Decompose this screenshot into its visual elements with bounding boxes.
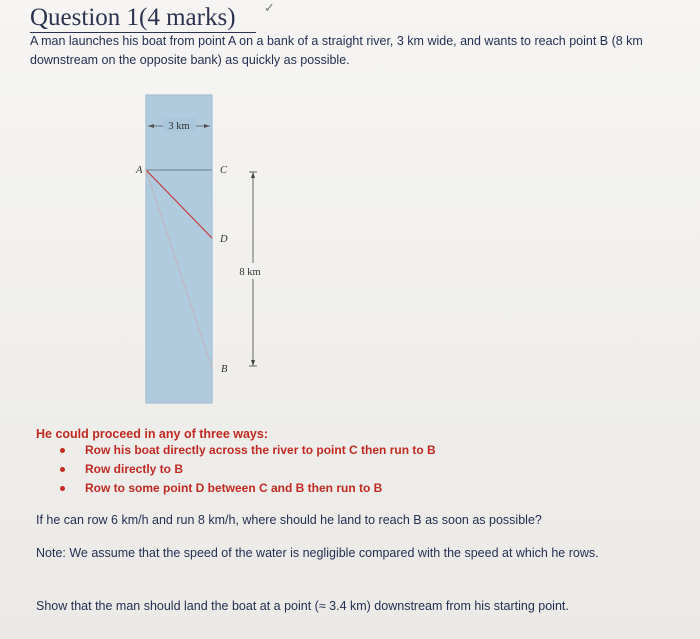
length-arrow-bottom: [251, 360, 255, 366]
point-b-label: B: [221, 364, 228, 375]
option-item: [60, 441, 436, 460]
option-item: [60, 460, 436, 479]
width-label: 3 km: [168, 121, 190, 132]
bullet-icon: [60, 467, 65, 472]
river-shade: [146, 95, 212, 403]
option-text: Row his boat directly across the river to point C then run to B: [85, 443, 436, 457]
question-title: Question 1(4 marks): [30, 4, 236, 31]
bullet-icon: [60, 448, 65, 453]
bullet-icon: [60, 486, 65, 491]
point-c-label: C: [220, 165, 228, 176]
question-text: If he can row 6 km/h and run 8 km/h, where should he land to reach B as soon as possible?: [36, 513, 542, 527]
show-that-text: Show that the man should land the boat at a point (≈ 3.4 km) downstream from his starting point.: [36, 599, 569, 613]
length-arrow-top: [251, 172, 255, 178]
point-a-label: A: [136, 165, 143, 176]
question-intro: A man launches his boat from point A on a bank of a straight river, 3 km wide, and wants to reach point B (8 km downstream on the opposite bank) as quickly as possible.: [30, 34, 643, 67]
option-text: Row to some point D between C and B then run to B: [85, 481, 383, 495]
point-d-label: D: [220, 234, 228, 245]
options-heading: He could proceed in any of three ways:: [36, 427, 269, 441]
option-text: Row directly to B: [85, 462, 184, 476]
option-item: [60, 479, 436, 498]
length-label: 8 km: [239, 267, 261, 278]
tick-mark: ✓: [264, 0, 275, 15]
options-list: [60, 441, 436, 498]
note-text: Note: We assume that the speed of the water is negligible compared with the speed at which he rows.: [36, 546, 599, 560]
